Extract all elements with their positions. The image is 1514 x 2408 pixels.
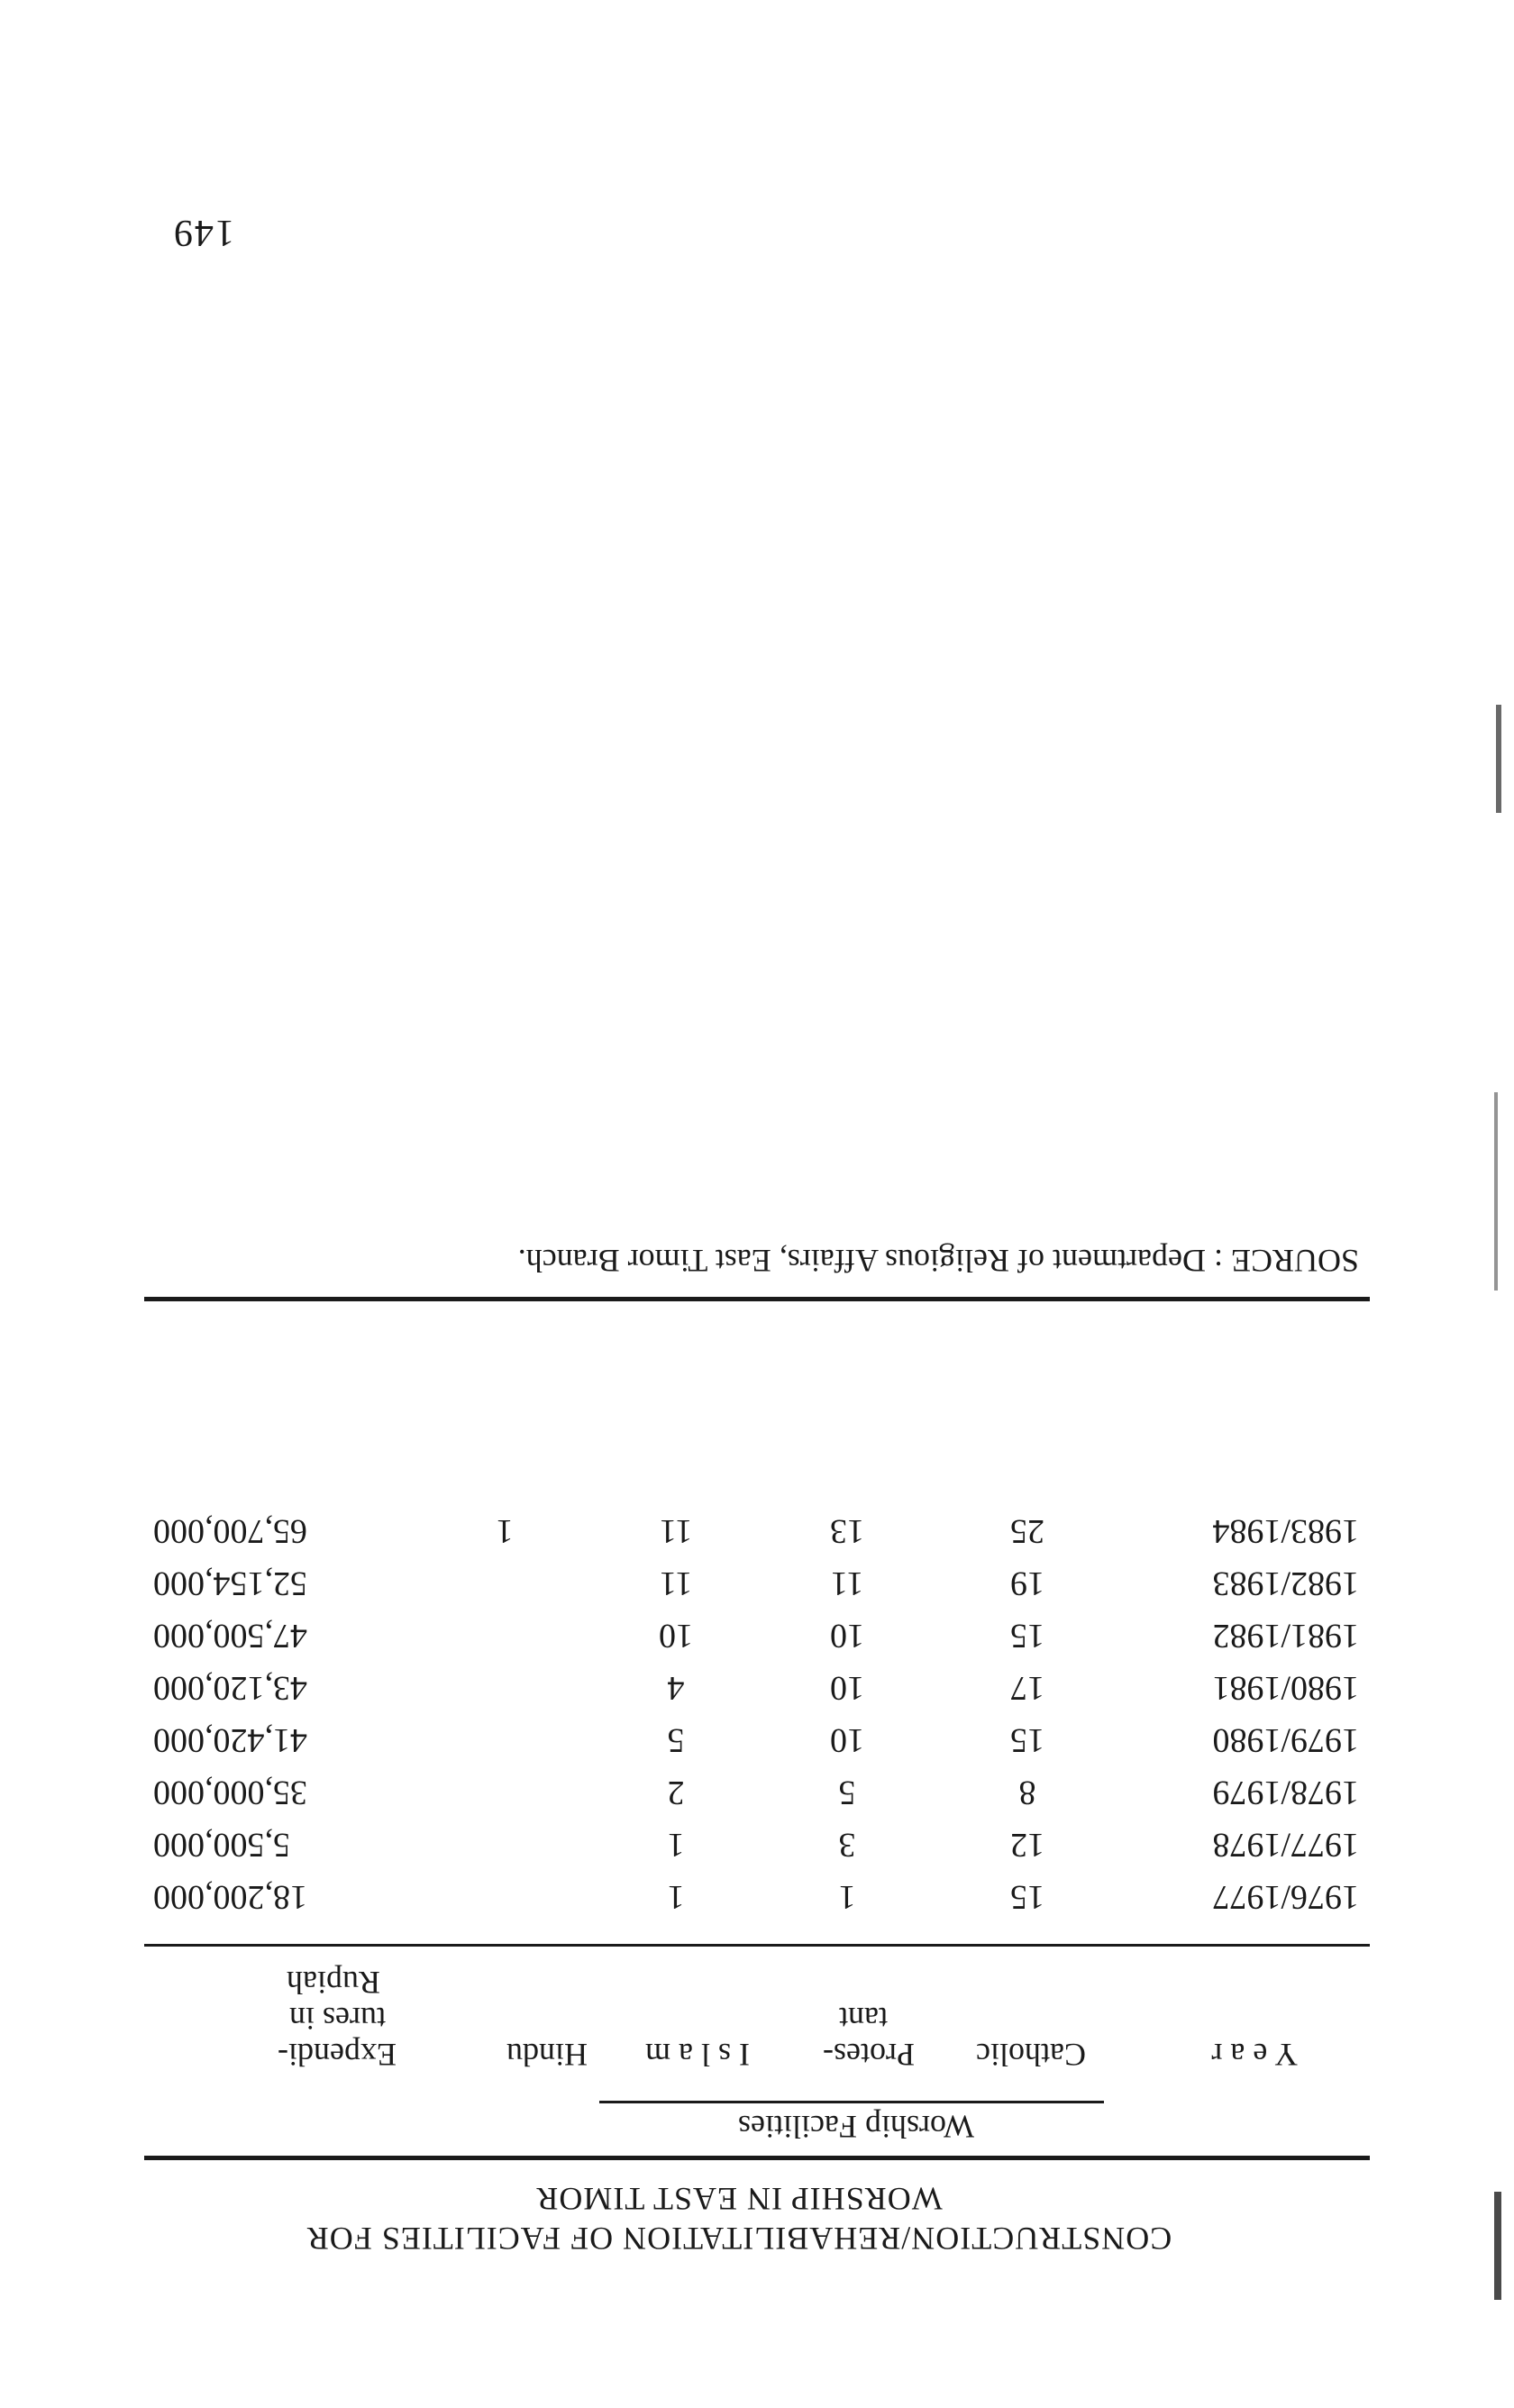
cell-year: 1980/1981 [1212,1669,1359,1707]
cell-expenditure: 18,200,000 [153,1878,307,1916]
col-header-expenditure-line-3: Rupiah [287,1965,380,2001]
cell-catholic: 25 [1010,1512,1044,1550]
col-header-expenditure-line-2: tures in [289,2001,386,2037]
cell-year: 1983/1984 [1212,1512,1359,1550]
cell-expenditure: 35,000,000 [153,1774,307,1811]
cell-islam: 1 [667,1878,685,1916]
cell-protestant: 13 [830,1512,864,1550]
cell-protestant: 1 [838,1878,856,1916]
cell-protestant: 11 [830,1564,864,1602]
cell-catholic: 17 [1010,1669,1044,1707]
cell-expenditure: 52,154,000 [153,1564,307,1602]
col-header-protestant: Protes- [823,2037,915,2073]
top-rule [144,2156,1370,2160]
cell-catholic: 19 [1010,1564,1044,1602]
cell-islam: 5 [667,1721,685,1759]
col-header-catholic: Catholic [976,2037,1086,2073]
source-note: SOURCE : Department of Religious Affairs, East Timor Branch. [517,1243,1359,1279]
cell-catholic: 8 [1018,1774,1036,1811]
col-header-expenditure: Expendi- [278,2037,397,2073]
cell-hindu: 1 [496,1512,514,1550]
cell-protestant: 10 [830,1669,864,1707]
cell-catholic: 12 [1010,1826,1044,1864]
cell-year: 1978/1979 [1212,1774,1359,1811]
cell-islam: 1 [667,1826,685,1864]
table-title-line-1: CONSTRUCTION/REHABILITATION OF FACILITIES FOR [306,2221,1172,2257]
cell-islam: 11 [659,1564,693,1602]
page-number: 149 [172,212,234,253]
cell-islam: 4 [667,1669,685,1707]
cell-expenditure: 43,120,000 [153,1669,307,1707]
bottom-rule [144,1297,1370,1301]
cell-protestant: 3 [838,1826,856,1864]
header-rule [144,1944,1370,1947]
cell-expenditure: 41,420,000 [153,1721,307,1759]
cell-year: 1981/1982 [1212,1617,1359,1655]
cell-year: 1979/1980 [1212,1721,1359,1759]
cell-year: 1982/1983 [1212,1564,1359,1602]
group-header-underline [599,2101,1104,2103]
col-header-year: Y e a r [1211,2037,1298,2073]
cell-protestant: 10 [830,1721,864,1759]
cell-year: 1977/1978 [1212,1826,1359,1864]
table-title-line-2: WORSHIP IN EAST TIMOR [535,2181,943,2217]
cell-expenditure: 65,700,000 [153,1512,307,1550]
scan-edge-artifact [1494,2192,1501,2300]
cell-catholic: 15 [1010,1878,1044,1916]
cell-islam: 11 [659,1512,693,1550]
scan-edge-artifact [1494,1092,1498,1291]
scan-edge-artifact [1496,705,1501,813]
cell-catholic: 15 [1010,1721,1044,1759]
cell-expenditure: 5,500,000 [153,1826,290,1864]
cell-protestant: 10 [830,1617,864,1655]
cell-expenditure: 47,500,000 [153,1617,307,1655]
cell-islam: 2 [667,1774,685,1811]
cell-islam: 10 [659,1617,693,1655]
col-header-protestant-line-2: tant [839,2001,888,2037]
cell-catholic: 15 [1010,1617,1044,1655]
col-header-hindu: Hindu [506,2037,588,2073]
col-header-islam: I s l a m [645,2037,750,2073]
cell-year: 1976/1977 [1212,1878,1359,1916]
group-header: Worship Facilities [737,2109,975,2145]
cell-protestant: 5 [838,1774,856,1811]
